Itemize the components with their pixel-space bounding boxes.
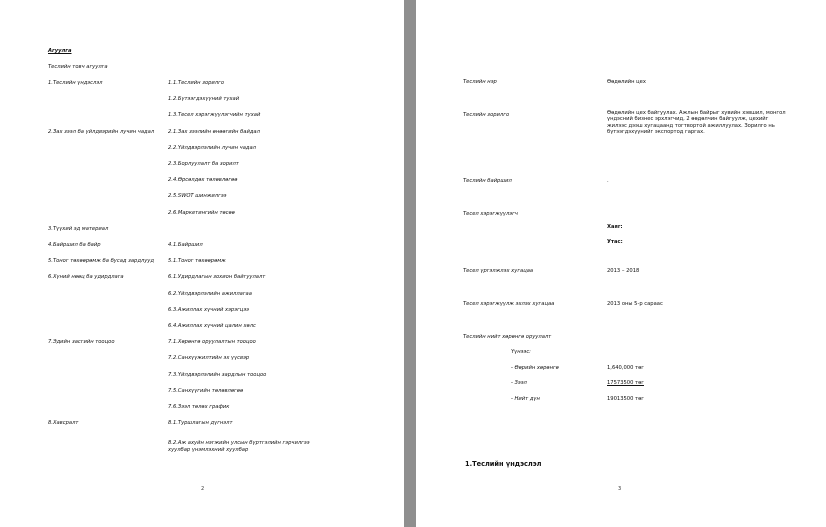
page-gap [404,0,416,527]
toc-last-line-2: хуулбар үнэмлэхний хуулбар [168,447,249,453]
toc-sub-item: 5.1.Тоног төхөөрөмж [168,258,226,264]
period-label: Тесел үргэлжлэх хугацаа [463,268,534,274]
toc-title: Агуулга [48,48,72,54]
toc-sub-item: 1.3.Тесел хэрэгжүүлэгчийн тухай [168,112,261,118]
toc-sub-item: 2.6.Маркетингийн төсөө [168,210,235,216]
contact-phone: Утас: [607,239,623,245]
toc-sub-item: 1.1.Теслийн зорилго [168,80,225,86]
toc-sub-item: 2.5.SWOT шинжилгээ [168,193,227,199]
toc-last-line-1: 8.2.Аж ахуйн нэгжийн улсын бүртгэлийн гэрчилгээ [168,440,310,446]
toc-main-item: 4.Байршил ба байр [48,242,101,248]
toc-sub-item: 6.3.Ажиллах хүчний хэрэгцээ [168,307,250,313]
toc-main-item: 7.Эдийн засгийн тооцоо [48,339,115,345]
toc-sub-item: 7.1.Хөрөнгө оруулалтын тооцоо [168,339,256,345]
document-page-2 [0,0,404,527]
toc-sub-item: 2.1.Зах зээлийн өнөөгийн байдал [168,129,260,135]
toc-main-item: 5.Тоног төхөөрөмж ба бусад зардлууд [48,258,154,264]
contact-address: Хаяг: [607,224,623,230]
investment-row-value: 1,640,000 төг [607,365,644,371]
page-number: 2 [201,486,205,492]
field-value-location: . [607,178,609,184]
toc-sub-item: 2.4.Өрсөлдөх төлөвлөгөө [168,177,238,183]
toc-sub-item: 7.3.Үйлдвэрлэлийн зардлын тооцоо [168,372,267,378]
field-label-implementer: Тесел хэрэгжүүлэгч [463,211,518,217]
investment-row-label: - Зээл [511,380,527,386]
investment-sub: Үүнээс: [511,349,531,355]
field-label-goal: Теслийн зорилго [463,112,510,118]
toc-sub-item: 6.1.Удирдлагын зохион байгуулалт [168,274,266,280]
investment-row-value: 17573500 төг [607,380,644,386]
toc-main-item: 1.Теслийн үндэслэл [48,80,103,86]
toc-sub-item: 7.6.Зээл төлөх график [168,404,230,410]
start-value: 2013 оны 5-р сараас [607,301,663,307]
field-value-name: Өөдөлийн цех [607,79,646,85]
investment-row-value: 19013500 төг [607,396,644,402]
investment-label: Теслийн нийт хөрөнгө оруулалт [463,334,552,340]
page-number: 3 [618,486,622,492]
field-value-goal: Өөдөлийн цех байгуулах. Ажлын байрыг хувийн хэвшил, монгол үндэсний бизнес эрхлэгчид, 2 өөдөлчин байгуулж, цехийг жилээс дээш хугацаанд тогтвортой ажиллуулах. Зорилго нь бүтээгдэхүүнийг экспортод гаргах. [607,110,786,135]
toc-sub-item: 1.2.Бүтээгдэхүүний тухай [168,96,240,102]
field-label-name: Теслийн нэр [463,79,497,85]
toc-subtitle: Теслийн товч агуулга [48,64,108,70]
toc-sub-item: 2.3.Борлуулалт ба зорилт [168,161,239,167]
toc-sub-item: 4.1.Байршил [168,242,203,248]
toc-sub-item: 7.2.Санхүүжилтийн эх үүсвэр [168,355,250,361]
start-label: Тесел хэрэгжүүлж эхлэх хугацаа [463,301,555,307]
toc-main-item: 2.Зах зээл ба үйлдвэрийн лучин чадал [48,129,155,135]
field-label-location: Теслийн байршил [463,178,512,184]
period-value: 2013 – 2018 [607,268,640,274]
toc-sub-item: 6.2.Үйлдвэрлэлийн ажиллагаа [168,291,252,297]
toc-sub-item: 7.5.Санхүүгийн төлөвлөгөө [168,388,244,394]
section-heading: 1.Теслийн үндэслэл [465,460,542,468]
toc-main-item: 3.Түүхий эд материал [48,226,109,232]
toc-main-item: 6.Хүний нөөц ба удирдлага [48,274,124,280]
investment-row-label: - Нийт дүн [511,396,540,402]
investment-row-label: - Өөрийн хөрөнгө [511,365,559,371]
toc-sub-item: 6.4.Ажиллах хүчний цалин хөлс [168,323,256,329]
document-page-3 [416,0,826,527]
toc-main-item: 8.Хавсралт [48,420,79,426]
toc-sub-item: 2.2.Үйлдвэрлэлийн лучин чадал [168,145,256,151]
toc-sub-item: 8.1.Туршлагын дүгнэлт [168,420,233,426]
